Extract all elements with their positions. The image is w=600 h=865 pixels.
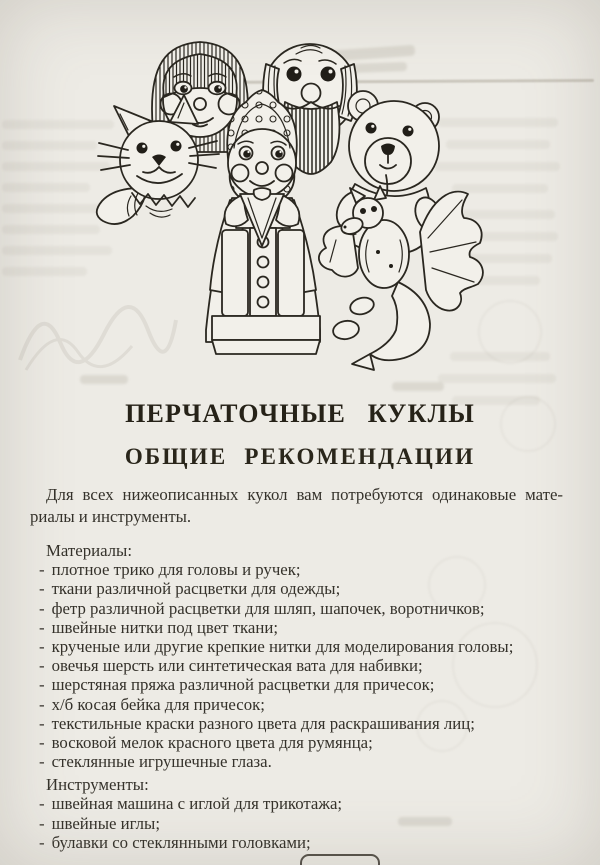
material-item	[39, 579, 571, 598]
material-item	[39, 675, 571, 694]
instruments-header: Инструменты:	[46, 775, 149, 794]
material-item-text: плотное трико для головы и ручек;	[51, 560, 301, 580]
material-item	[39, 695, 571, 714]
materials-section	[39, 541, 571, 771]
instrument-item-text: швейная машина с иглой для трикотажа;	[51, 794, 343, 814]
instrument-item	[39, 833, 571, 852]
list-dash: -	[39, 637, 45, 657]
list-dash: -	[39, 560, 45, 580]
intro-line: Для всех нижеописанных кукол вам потребуются одинаковые мате-	[46, 485, 563, 504]
material-item	[39, 618, 571, 637]
section-subtitle: ОБЩИЕ РЕКОМЕНДАЦИИ	[124, 444, 476, 469]
list-dash: -	[39, 713, 45, 733]
list-dash: -	[39, 733, 45, 753]
material-item-text: швейные нитки под цвет ткани;	[51, 617, 279, 637]
material-item	[39, 637, 571, 656]
page-title: ПЕРЧАТОЧНЫЕ КУКЛЫ	[125, 399, 475, 428]
list-dash: -	[39, 598, 45, 618]
intro-paragraph	[30, 484, 563, 527]
list-dash: -	[39, 675, 45, 695]
page-number-box	[300, 854, 380, 865]
material-item	[39, 560, 571, 579]
list-dash: -	[39, 752, 45, 772]
instrument-item-text: булавки со стеклянными головками;	[51, 832, 311, 852]
material-item	[39, 599, 571, 618]
list-dash: -	[39, 794, 45, 814]
material-item-text: шерстяная пряжа различной расцветки для причесок;	[51, 675, 435, 695]
list-dash: -	[39, 656, 45, 676]
material-item-text: ткани различной расцветки для одежды;	[51, 579, 341, 599]
list-dash: -	[39, 694, 45, 714]
instrument-item	[39, 794, 571, 813]
material-item-text: восковой мелок красного цвета для румянца;	[51, 733, 373, 753]
material-item-text: фетр различной расцветки для шляп, шапочек, воротничков;	[51, 598, 485, 618]
material-item-text: овечья шерсть или синтетическая вата для набивки;	[51, 656, 423, 676]
material-item	[39, 733, 571, 752]
list-dash: -	[39, 579, 45, 599]
material-item-text: стеклянные игрушечные глаза.	[51, 752, 272, 772]
puppets-illustration	[0, 0, 600, 400]
material-item	[39, 752, 571, 771]
list-dash: -	[39, 617, 45, 637]
instruments-section	[39, 775, 571, 852]
material-item	[39, 714, 571, 733]
materials-header: Материалы:	[46, 541, 132, 560]
instruments-list	[39, 794, 571, 852]
list-dash: -	[39, 813, 45, 833]
material-item-text: х/б косая бейка для причесок;	[51, 694, 265, 714]
material-item-text: крученые или другие крепкие нитки для моделирования головы;	[51, 637, 514, 657]
intro-line: риалы и инструменты.	[30, 506, 192, 526]
instrument-item-text: швейные иглы;	[51, 813, 160, 833]
material-item-text: текстильные краски разного цвета для раскрашивания лиц;	[51, 713, 475, 733]
materials-list	[39, 560, 571, 771]
instrument-item	[39, 814, 571, 833]
material-item	[39, 656, 571, 675]
list-dash: -	[39, 832, 45, 852]
